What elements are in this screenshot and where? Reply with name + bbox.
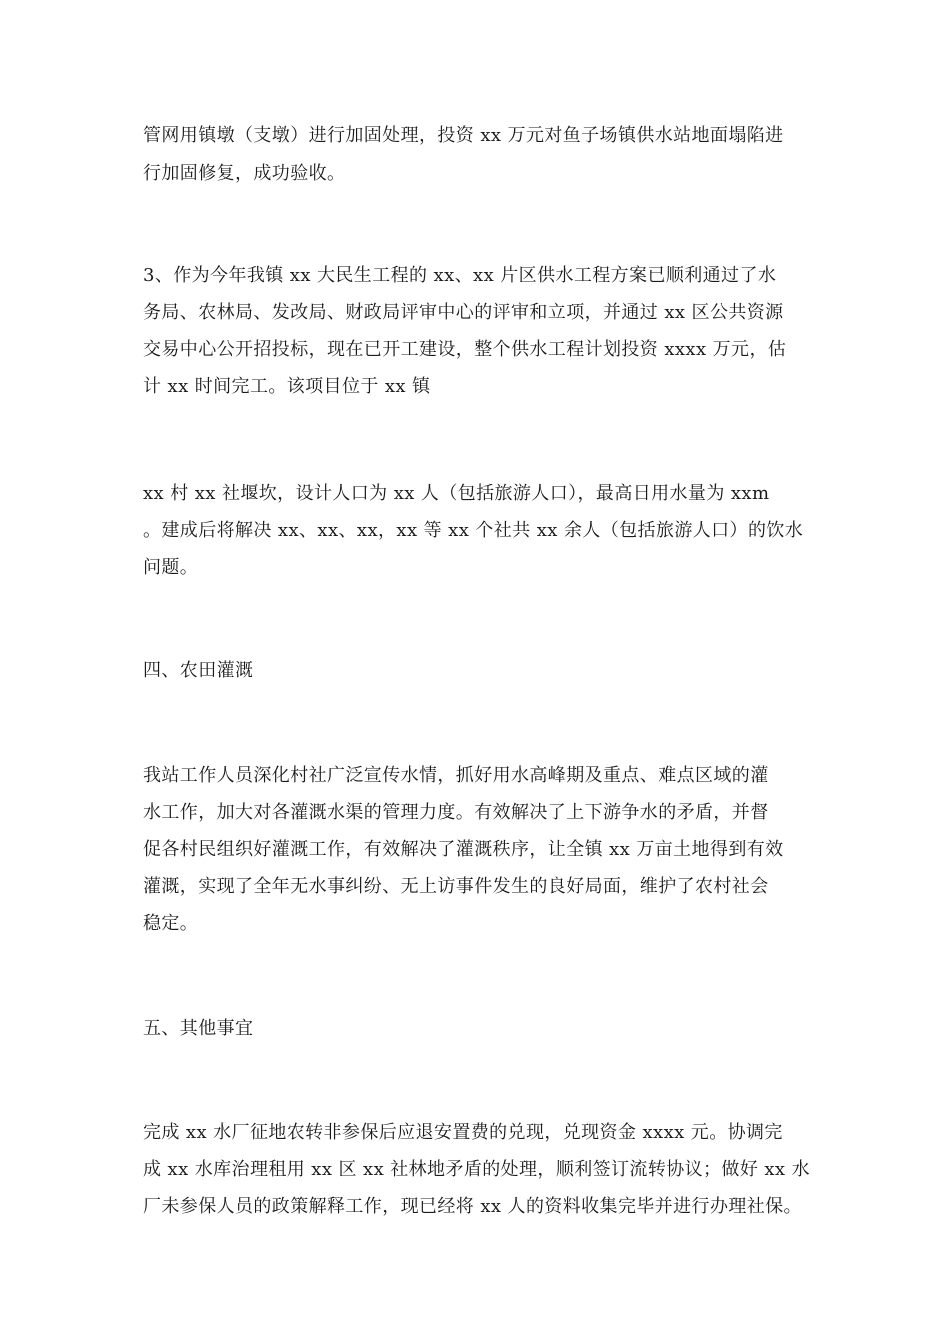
paragraph-7-line-3: 厂未参保人员的政策解释工作，现已经将 xx 人的资料收集完毕并进行办理社保。 (143, 1196, 802, 1217)
paragraph-3-line-3: 问题。 (143, 557, 199, 578)
paragraph-7-line-1: 完成 xx 水厂征地农转非参保后应退安置费的兑现，兑现资金 xxxx 元。协调完 (143, 1122, 783, 1143)
paragraph-3-line-1: xx 村 xx 社堰坎，设计人口为 xx 人（包括旅游人口），最高日用水量为 xxm (143, 483, 770, 504)
paragraph-2-line-4: 计 xx 时间完工。该项目位于 xx 镇 (143, 376, 431, 397)
paragraph-2-line-2: 务局、农林局、发改局、财政局评审中心的评审和立项，并通过 xx 区公共资源 (143, 302, 784, 323)
paragraph-5-line-2: 水工作，加大对各灌溉水渠的管理力度。有效解决了上下游争水的矛盾，并督 (143, 802, 769, 823)
paragraph-5-line-5: 稳定。 (143, 913, 199, 934)
paragraph-2-line-1: 3、作为今年我镇 xx 大民生工程的 xx、xx 片区供水工程方案已顺利通过了水 (143, 265, 777, 286)
paragraph-3-line-2: 。建成后将解决 xx、xx、xx，xx 等 xx 个社共 xx 余人（包括旅游人口）的饮水 (143, 520, 804, 541)
paragraph-1-line-1: 管网用镇墩（支墩）进行加固处理，投资 xx 万元对鱼子场镇供水站地面塌陷进 (143, 125, 784, 146)
paragraph-5-line-4: 灌溉，实现了全年无水事纠纷、无上访事件发生的良好局面，维护了农村社会 (143, 876, 769, 897)
section-heading-other-matters: 五、其他事宜 (143, 1018, 254, 1039)
paragraph-5-line-3: 促各村民组织好灌溉工作，有效解决了灌溉秩序，让全镇 xx 万亩土地得到有效 (143, 839, 784, 860)
paragraph-5-line-1: 我站工作人员深化村社广泛宣传水情，抓好用水高峰期及重点、难点区域的灌 (143, 765, 769, 786)
paragraph-7-line-2: 成 xx 水库治理租用 xx 区 xx 社林地矛盾的处理，顺利签订流转协议；做好 xx 水 (143, 1159, 810, 1180)
section-heading-irrigation: 四、农田灌溉 (143, 660, 254, 681)
paragraph-1-line-2: 行加固修复，成功验收。 (143, 163, 346, 184)
paragraph-2-line-3: 交易中心公开招投标，现在已开工建设，整个供水工程计划投资 xxxx 万元，估 (143, 339, 787, 360)
